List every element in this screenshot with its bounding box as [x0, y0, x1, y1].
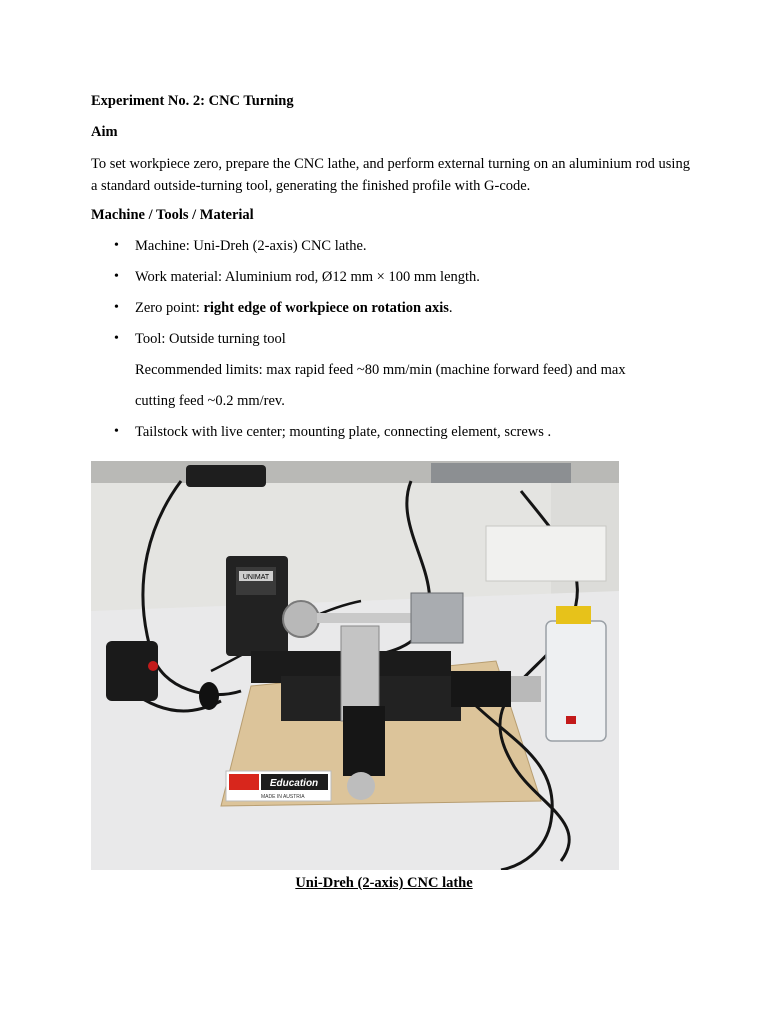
- photo-caption: Uni-Dreh (2-axis) CNC lathe: [295, 875, 473, 891]
- zero-point-prefix: Zero point:: [135, 300, 204, 316]
- zero-point-suffix: .: [448, 300, 453, 316]
- bullet-icon: •: [114, 300, 119, 315]
- document-title: Experiment No. 2: CNC Turning: [91, 93, 294, 109]
- motor-label: UNIMAT: [242, 574, 270, 581]
- bullet-work-material: Work material: Aluminium rod, Ø12 mm × 100 mm length.: [135, 269, 480, 285]
- bullet-tool: Tool: Outside turning tool: [135, 331, 286, 347]
- lathe-illustration: [91, 461, 619, 870]
- bullet-icon: •: [114, 424, 119, 439]
- aim-heading: Aim: [91, 124, 118, 140]
- bullet-tailstock: Tailstock with live center; mounting plate, connecting element, screws .: [135, 424, 552, 440]
- bullet-zero-point: [135, 300, 453, 317]
- bullet-icon: •: [114, 331, 119, 346]
- brand-label: Education: [269, 778, 319, 789]
- limits-line-2: cutting feed ~0.2 mm/rev.: [135, 393, 285, 409]
- limits-line-1: Recommended limits: max rapid feed ~80 mm/min (machine forward feed) and max: [135, 362, 626, 378]
- bullet-icon: •: [114, 238, 119, 253]
- aim-paragraph: To set workpiece zero, prepare the CNC lathe, and perform external turning on an aluminium rod using a standard outside-turning tool, generating the finished profile with G-code.: [91, 156, 690, 194]
- zero-point-bold: right edge of workpiece on rotation axis: [203, 300, 449, 316]
- brand-sub: MADE IN AUSTRIA: [261, 794, 305, 800]
- bullet-machine: Machine: Uni-Dreh (2-axis) CNC lathe.: [135, 238, 367, 254]
- materials-heading: Machine / Tools / Material: [91, 207, 254, 223]
- lathe-photo: [91, 461, 619, 870]
- bullet-icon: •: [114, 269, 119, 284]
